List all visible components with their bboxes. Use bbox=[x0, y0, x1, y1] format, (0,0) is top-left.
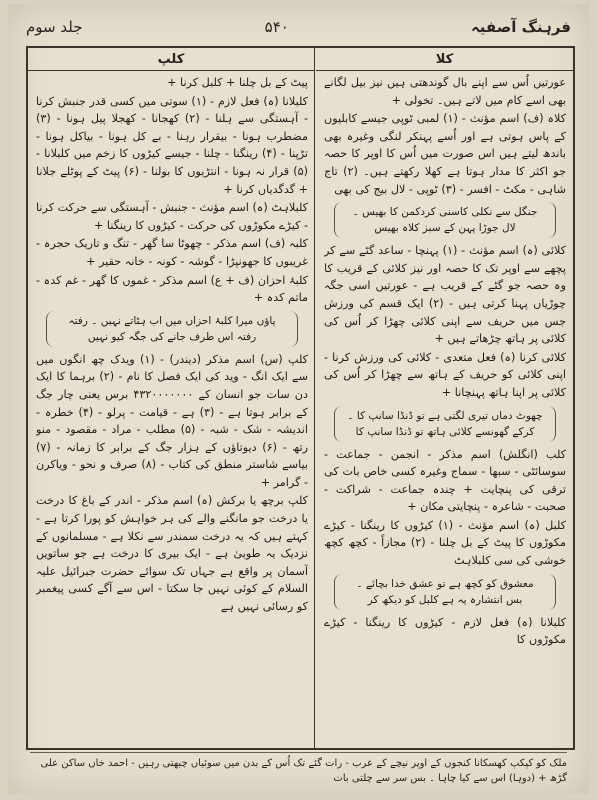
dictionary-entry: کلپ (س) اسم مذکر (دیندر) - (۱) ویدک چھ انگوں میں سے ایک انگ - وید کی ایک فصل کا نام - (۲) برہما کا ایک دن سات جو انسان کے ۴۳۲۰۰۰۰۰۰۰ برس یعنی چار جگ کے برابر ہوتا ہے - (۳) ہے - قیامت - پرلو - (۴) خطرہ - اندیشہ - شک - شبہ - (۵) مطلب - مراد - مقصود - منو رتھ - (۶) دیوتاؤں کے ہزار جگ کے برابر کا زمانہ - (۷) بیاسے شاستر منطق کی کتاب - (۸) صرف و نحو - ویاکرن - گرامر + bbox=[36, 352, 308, 489]
dictionary-entry: کلائی کرنا (ہ) فعل متعدی - کلائی کی ورزش کرنا - اپنی کلائی کو حریف کے ہاتھ سے چھڑا کر اُس کی کلائی پر اپنا ہاتھ پہنچانا + bbox=[324, 350, 566, 399]
page-number: ۵۴۰ bbox=[264, 18, 289, 36]
left-column-text bbox=[36, 74, 308, 742]
verse-quote: جنگل سے نکلی کاسنی کردکمن کا بھیس ۔ لال جوڑا پہن کے سبز کلاہ بھیس bbox=[334, 202, 556, 238]
dictionary-entry: کلپ برچھ یا برکش (ہ) اسم مذکر - اندر کے باغ کا درخت یا درخت جو مانگنے والے کی ہر خواہش کو پورا کرتا ہے - کہتے ہیں کہ یہ درخت سمندر سے نکلا ہے - مسلمانوں کے نزدیک یہ طوبیٰ ہے - ایک بیری کا درخت ہے جو ساتویں آسمان پر واقع ہے جہاں تک سوائے حضرت جبرائیل علیہ السلام کے کوئی نہیں جا سکتا - اس سے آگے کسی پیغمبر کو رسائی نہیں ہے bbox=[36, 494, 308, 614]
volume-label: جلد سوم bbox=[26, 18, 83, 36]
dictionary-entry: کلب (انگلش) اسم مذکر - انجمن - جماعت - سوسائٹی - سبھا - سماج وغیرہ کسی خاص بات کی ترقی کی پنچایت + چندہ جماعت - شراکت - صحبت - شاعرہ - پنچایتی مکان + bbox=[324, 447, 566, 514]
dictionary-entry: کلاہ (ف) اسم مؤنث - (۱) لمبی ٹوپی جیسے کابلیوں کے پاس ہوتی ہے اور اُسے پہنکر لنگی وغیرہ بھی باندھ لیتے ہیں اس صورت میں اُس کا اوپر کا حصہ جو اکثر کا مدار ہوتا ہے کھلا رکھتے ہیں۔ (۲) تاج شاہی - مکٹ - افسر - (۳) ٹوپی - لال بیج کی بھی bbox=[324, 112, 566, 196]
dictionary-entry: کلبلاہٹ (ہ) اسم مؤنث - جنبش - آہستگی سے حرکت کرنا - کیڑے مکوڑوں کی حرکت - کیڑوں کا رینگنا + bbox=[36, 201, 308, 232]
dictionary-entry: کلبۂ احزان (ف + ع) اسم مذکر - غموں کا گھر - غم کدہ - ماتم کدہ + bbox=[36, 273, 308, 305]
verse-quote: معشوق کو کچھ ہے تو عشق خدا بچائے ۔ بس انتشارہ یہ ہے کلبل کو دیکھ کر bbox=[334, 574, 556, 610]
dictionary-entry: کلبلانا (ہ) فعل لازم - کیڑوں کا رینگنا - کیڑے مکوڑوں کا bbox=[324, 615, 566, 647]
verse-quote: پاؤں میرا کلبۂ احزاں میں اب ہٹاتے نہیں ۔ رفتہ رفتہ اس طرف جانے کی جگہ کیو نہیں bbox=[46, 311, 298, 347]
book-title: فرہنگ آصفیہ bbox=[471, 18, 571, 36]
dictionary-entry: کلائی (ہ) اسم مؤنث - (۱) پہنچا - ساعد گٹے سے کر پچھے سے اوپر تک کا حصہ اور نیز کلائی کے قریب کا وہ حصہ جو گٹے کے قریب ہے - عورتیں اسی جگہ چوڑیاں پہنا کرتی ہیں - (۲) ایک قسم کی ورزش جس میں حریف سے اپنی کلائی چھڑا کر اُس کی کلائی پر ہاتھ چڑھاتے ہیں + bbox=[324, 244, 566, 346]
left-column-heading: کلپ bbox=[28, 48, 314, 71]
two-column-frame bbox=[26, 46, 575, 750]
column-divider bbox=[314, 48, 315, 748]
page-footnote: ملک کو کپکپ کھسکانا کنجوں کے اوپر نیچے کے عرب - رات گئے تک اُس کے بدن میں سوئیاں چبھتی رہیں - احمد خاں ساکن علی گڑھ + (دوہا) اس سے کیا چاہا ۔ بس سر سے چلتی بات bbox=[30, 752, 567, 790]
right-column-text bbox=[324, 74, 566, 742]
dictionary-entry: عورتیں اُس سے اپنے بال گوندھتی ہیں نیز بیل لگانے بھی اسے کام میں لاتے ہیں۔ تخولی + bbox=[324, 76, 566, 107]
dictionary-entry: پیٹ کے بل چلنا + کلبل کرنا + bbox=[167, 76, 308, 89]
dictionary-entry: کلبہ (ف) اسم مذکر - چھوٹا سا گھر - تنگ و تاریک حجرہ - غریبوں کا جھونپڑا - گوشہ - کونہ - خانہ حقیر + bbox=[36, 237, 308, 268]
right-column-heading: کلا bbox=[316, 48, 573, 71]
verse-quote: چھوٹ دماں تیری لگتی ہے تو ڈنڈا سانپ کا ۔ کرکے گھونسے کلائی ہاتھ تو ڈنڈا سانپ کا bbox=[334, 406, 556, 442]
scanned-page bbox=[8, 4, 589, 794]
dictionary-entry: کلبلانا (ہ) فعل لازم - (۱) سوتی میں کسی قدر جنبش کرنا - آہستگی سے ہلنا - (۲) کھجانا - کھجلا پیل ہونا - (۳) مضطرب ہونا - بیقرار رہنا - بے کل ہونا - بیاکل ہونا - تڑپنا - (۴) رینگنا - چلنا - جیسے کیڑوں کا زخم میں کلبلانا - (۵) قرار نہ ہونا - انتڑیوں کا بولنا - (۶) پیٹ کے پوٹلے جلانا + گدگدیاں کرنا + bbox=[36, 94, 308, 196]
dictionary-entry: کلبل (ہ) اسم مؤنث - (۱) کیڑوں کا رینگنا - کیڑے مکوڑوں کا پیٹ کے بل چلنا - (۲) مجازاً - کچھ کچھ خوشی کی سی کلبلاہٹ bbox=[324, 518, 566, 568]
page-header bbox=[26, 14, 571, 40]
